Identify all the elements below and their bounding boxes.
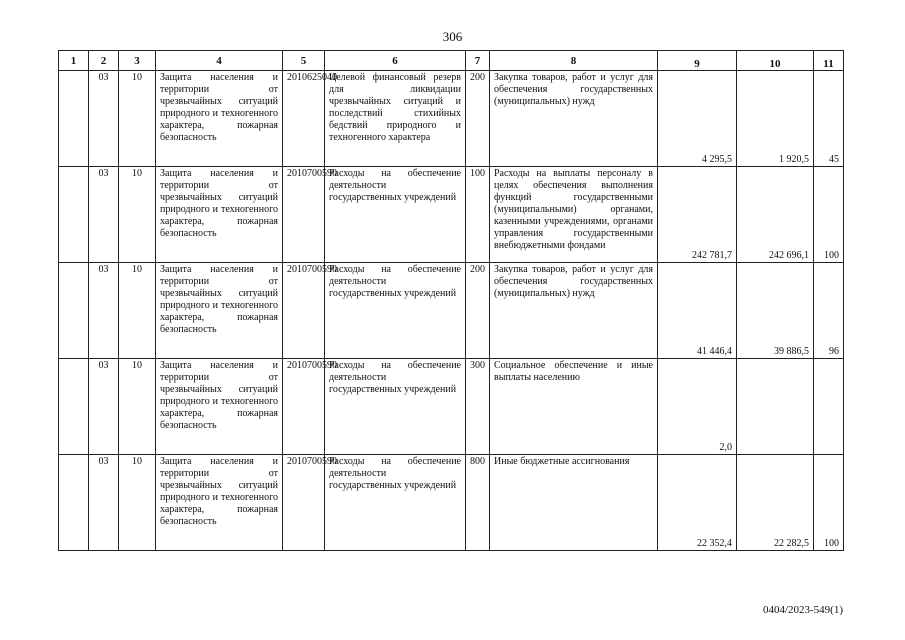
table-row	[59, 71, 844, 167]
column-header: 11	[814, 51, 844, 71]
cell-expense-name: Иные бюджетные ассигнования	[490, 455, 658, 551]
cell-expense-name: Расходы на выплаты персоналу в целях обеспечения выполнения функций государственными (муниципальными) органами, казенными учреждениями, органами управления государственными внебюджетными фондами	[490, 167, 658, 263]
cell-actual-amount: 39 886,5	[737, 263, 814, 359]
column-header: 5	[283, 51, 325, 71]
cell-subsection-name: Защита населения и территории от чрезвычайных ситуаций природного и техногенного характера, пожарная безопасность	[156, 455, 283, 551]
cell-section: 03	[89, 167, 119, 263]
cell-subsection: 10	[119, 263, 156, 359]
column-header: 4	[156, 51, 283, 71]
cell-expense-code: 200	[466, 71, 490, 167]
cell-actual-amount	[737, 359, 814, 455]
cell-expense-name: Закупка товаров, работ и услуг для обеспечения государственных (муниципальных) нужд	[490, 263, 658, 359]
cell-col1	[59, 359, 89, 455]
cell-section: 03	[89, 263, 119, 359]
cell-target-name: Расходы на обеспечение деятельности государственных учреждений	[325, 359, 466, 455]
cell-planned-amount: 41 446,4	[658, 263, 737, 359]
cell-planned-amount: 242 781,7	[658, 167, 737, 263]
cell-col1	[59, 167, 89, 263]
cell-expense-name: Социальное обеспечение и иные выплаты населению	[490, 359, 658, 455]
column-header: 7	[466, 51, 490, 71]
cell-target-name: Расходы на обеспечение деятельности государственных учреждений	[325, 167, 466, 263]
column-header: 9	[658, 51, 737, 71]
cell-actual-amount: 242 696,1	[737, 167, 814, 263]
column-header: 8	[490, 51, 658, 71]
column-header: 6	[325, 51, 466, 71]
cell-target-name: Расходы на обеспечение деятельности государственных учреждений	[325, 455, 466, 551]
cell-subsection: 10	[119, 71, 156, 167]
cell-target-code: 2010700590	[283, 167, 325, 263]
cell-target-code: 2010625040	[283, 71, 325, 167]
cell-expense-code: 100	[466, 167, 490, 263]
cell-subsection: 10	[119, 359, 156, 455]
column-header: 2	[89, 51, 119, 71]
cell-subsection-name: Защита населения и территории от чрезвычайных ситуаций природного и техногенного характера, пожарная безопасность	[156, 359, 283, 455]
cell-col1	[59, 71, 89, 167]
cell-planned-amount: 22 352,4	[658, 455, 737, 551]
page-number: 306	[442, 29, 463, 44]
table-row	[59, 455, 844, 551]
cell-planned-amount: 4 295,5	[658, 71, 737, 167]
cell-percent: 100	[814, 455, 844, 551]
cell-col1	[59, 263, 89, 359]
cell-subsection: 10	[119, 167, 156, 263]
cell-subsection-name: Защита населения и территории от чрезвычайных ситуаций природного и техногенного характера, пожарная безопасность	[156, 71, 283, 167]
cell-actual-amount: 1 920,5	[737, 71, 814, 167]
column-header: 1	[59, 51, 89, 71]
header-row	[59, 51, 844, 71]
cell-expense-code: 800	[466, 455, 490, 551]
cell-percent: 96	[814, 263, 844, 359]
cell-expense-code: 300	[466, 359, 490, 455]
cell-planned-amount: 2,0	[658, 359, 737, 455]
column-header: 3	[119, 51, 156, 71]
cell-percent	[814, 359, 844, 455]
budget-table	[58, 50, 844, 551]
table-row	[59, 263, 844, 359]
cell-actual-amount: 22 282,5	[737, 455, 814, 551]
cell-target-name: Расходы на обеспечение деятельности государственных учреждений	[325, 263, 466, 359]
cell-target-code: 2010700590	[283, 455, 325, 551]
cell-target-name: Целевой финансовый резерв для ликвидации чрезвычайных ситуаций и последствий стихийных бедствий природного и техногенного характера	[325, 71, 466, 167]
table-row	[59, 167, 844, 263]
table-body	[59, 71, 844, 551]
table-row	[59, 359, 844, 455]
cell-subsection: 10	[119, 455, 156, 551]
cell-subsection-name: Защита населения и территории от чрезвычайных ситуаций природного и техногенного характера, пожарная безопасность	[156, 263, 283, 359]
cell-target-code: 2010700590	[283, 359, 325, 455]
cell-percent: 45	[814, 71, 844, 167]
cell-section: 03	[89, 71, 119, 167]
cell-section: 03	[89, 359, 119, 455]
cell-col1	[59, 455, 89, 551]
cell-section: 03	[89, 455, 119, 551]
document-code: 0404/2023-549(1)	[762, 604, 843, 616]
cell-subsection-name: Защита населения и территории от чрезвычайных ситуаций природного и техногенного характера, пожарная безопасность	[156, 167, 283, 263]
cell-expense-name: Закупка товаров, работ и услуг для обеспечения государственных (муниципальных) нужд	[490, 71, 658, 167]
cell-percent: 100	[814, 167, 844, 263]
column-header: 10	[737, 51, 814, 71]
cell-target-code: 2010700590	[283, 263, 325, 359]
cell-expense-code: 200	[466, 263, 490, 359]
